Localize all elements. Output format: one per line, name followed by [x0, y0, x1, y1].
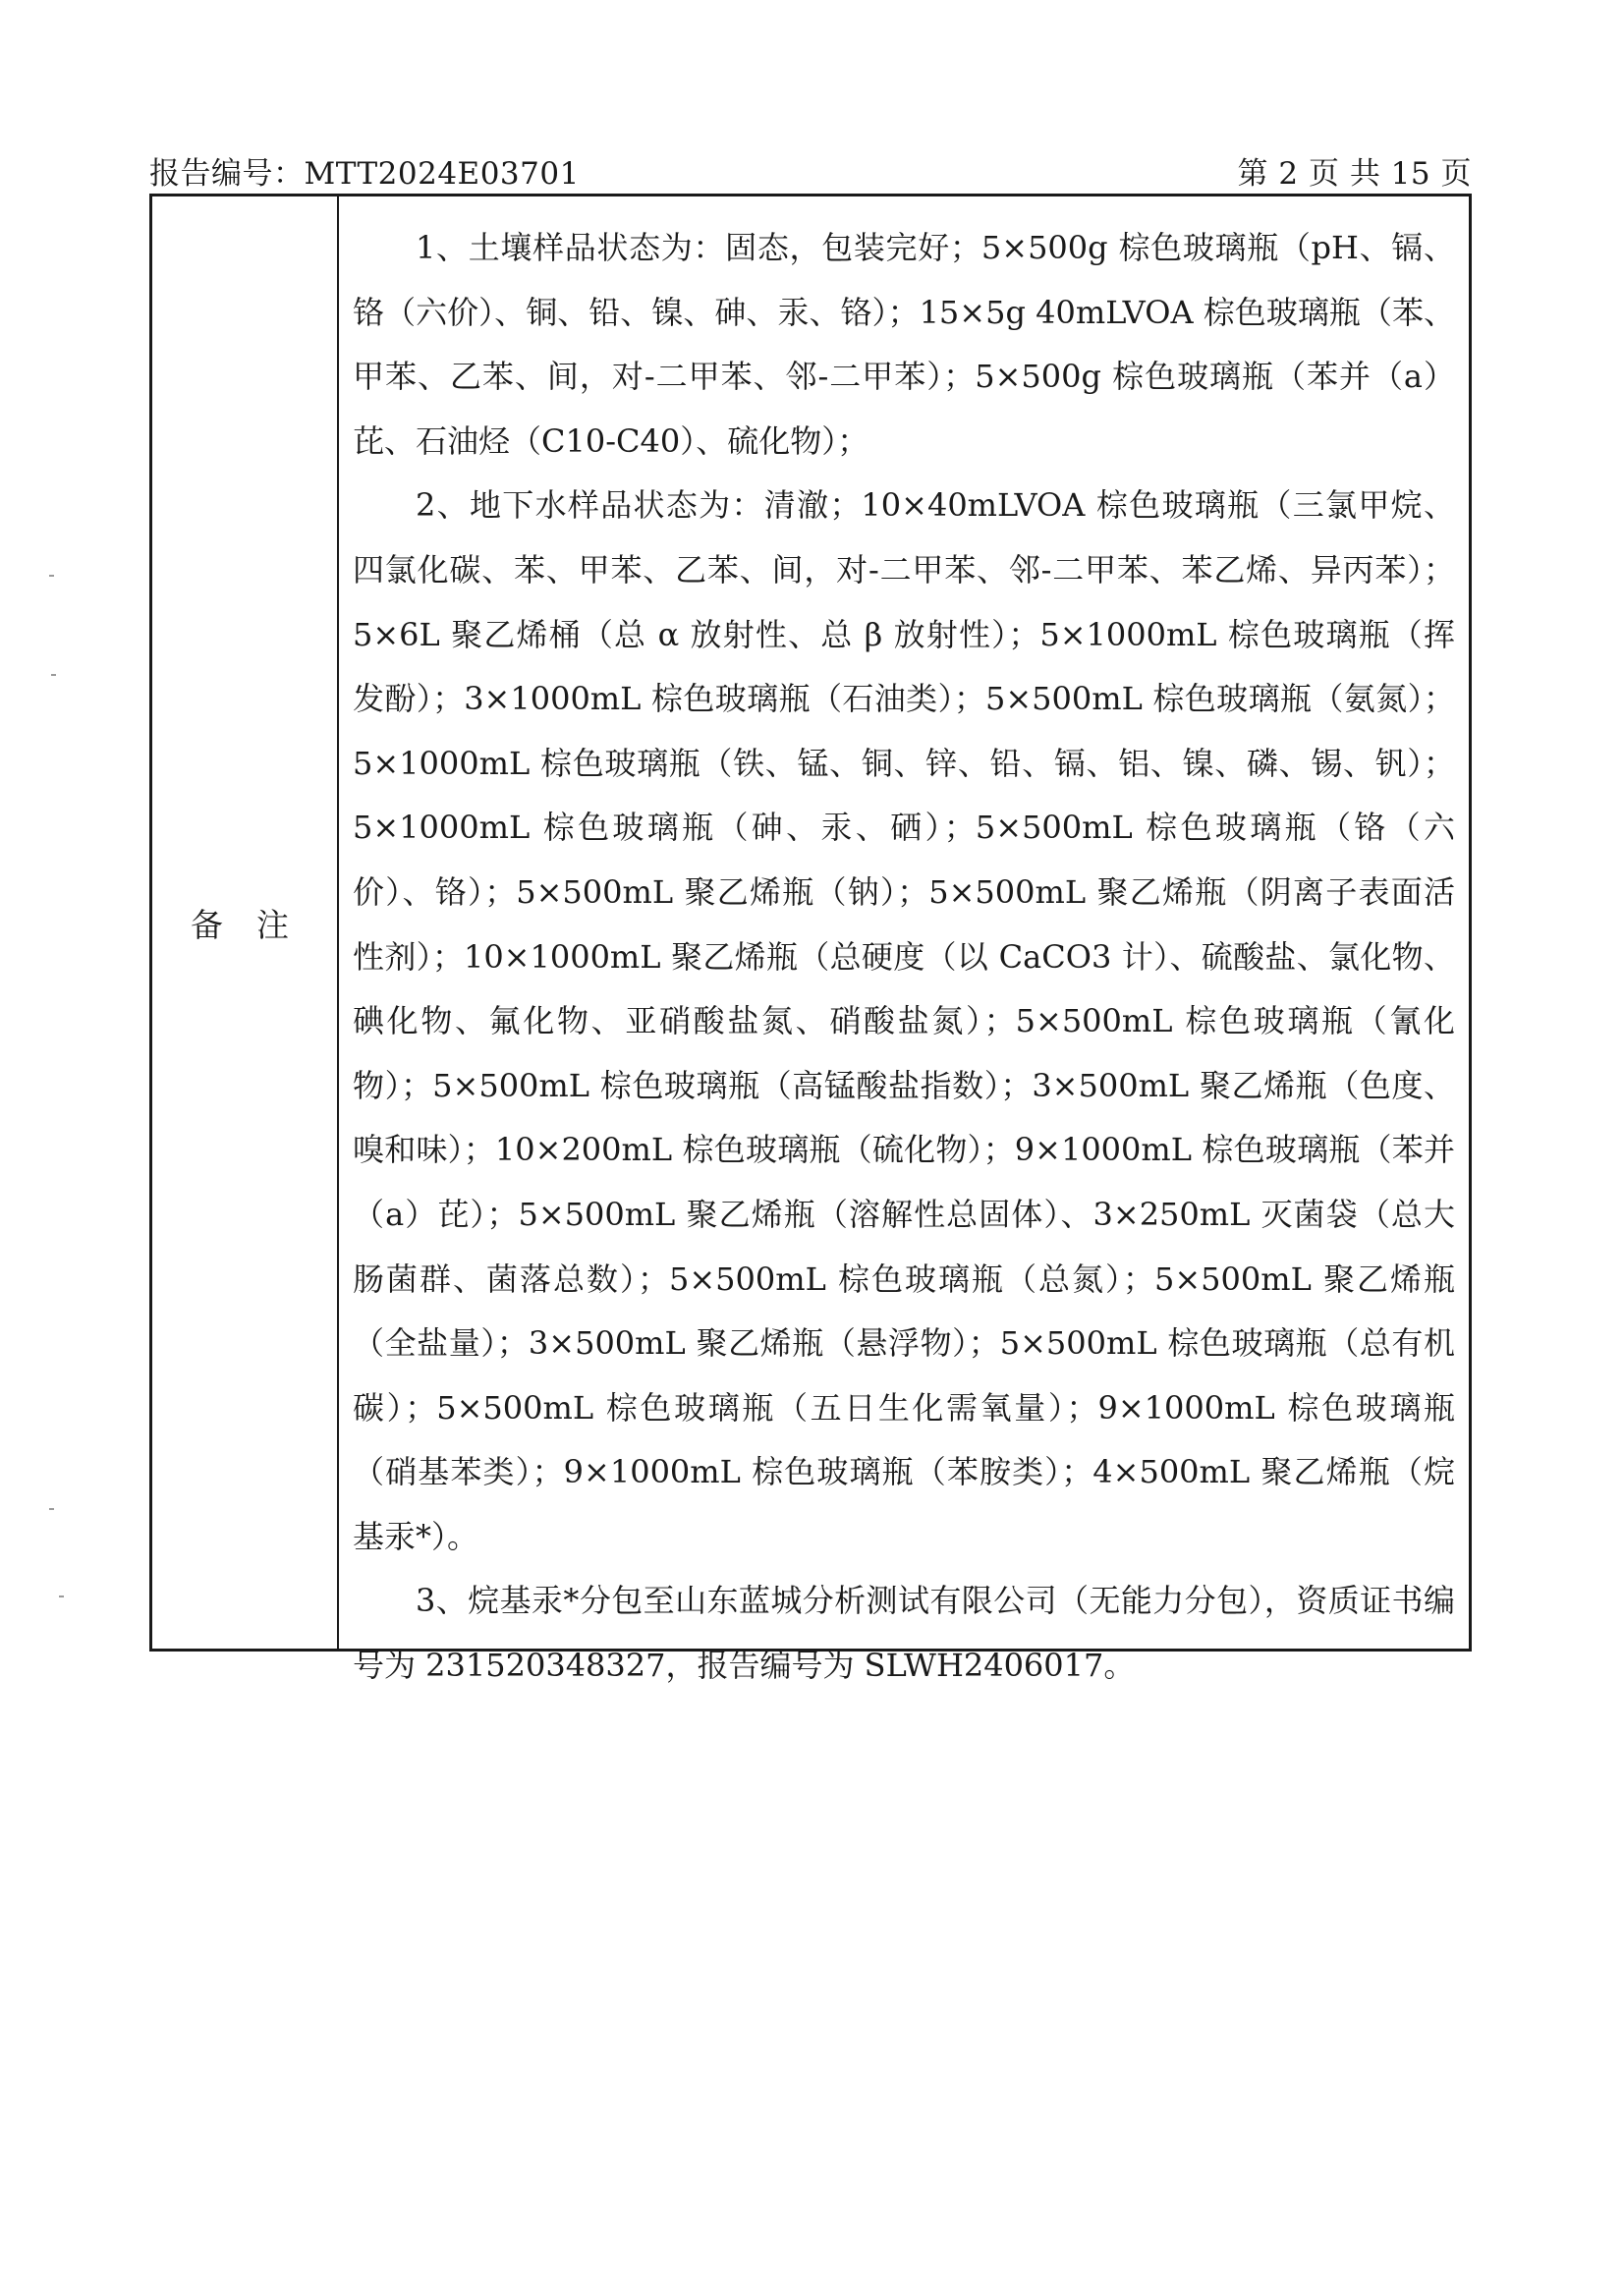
- scan-mark: [59, 1596, 64, 1597]
- remarks-content-cell: [339, 196, 1469, 1685]
- scan-mark: [49, 1508, 54, 1510]
- remarks-label-cell: [152, 196, 339, 1649]
- scan-mark: [49, 575, 54, 577]
- page-header: [149, 153, 1472, 193]
- remarks-table: [149, 194, 1472, 1685]
- page-info: 第 2 页 共 15 页: [1237, 156, 1472, 192]
- scan-mark: [51, 674, 56, 676]
- remark-soil-samples: 1、土壤样品状态为：固态，包装完好；5×500g 棕色玻璃瓶（pH、镉、铬（六价）、铜、铅、镍、砷、汞、铬）；15×5g 40mLVOA 棕色玻璃瓶（苯、甲苯、乙苯、间，对-二甲苯、邻-二甲苯）；5×500g 棕色玻璃瓶（苯并（a）芘、石油烃（C10-C40）、硫化物）；: [353, 229, 1455, 460]
- remarks-label: 备注: [191, 905, 322, 944]
- remark-subcontract: 3、烷基汞*分包至山东蓝城分析测试有限公司（无能力分包），资质证书编号为 231520348327，报告编号为 SLWH2406017。: [353, 1582, 1455, 1685]
- report-number: 报告编号：MTT2024E03701: [149, 156, 580, 192]
- remark-groundwater-samples: 2、地下水样品状态为：清澈；10×40mLVOA 棕色玻璃瓶（三氯甲烷、四氯化碳、苯、甲苯、乙苯、间，对-二甲苯、邻-二甲苯、苯乙烯、异丙苯）；5×6L 聚乙烯桶（总 α 放射性、总 β 放射性）；5×1000mL 棕色玻璃瓶（挥发酚）；3×1000mL 棕色玻璃瓶（石油类）；5×500mL 棕色玻璃瓶（氨氮）；5×1000mL 棕色玻璃瓶（铁、锰、铜、锌、铅、镉、铝、镍、磷、锡、钒）；5×1000mL 棕色玻璃瓶（砷、汞、硒）；5×500mL 棕色玻璃瓶（铬（六价）、铬）；5×500mL 聚乙烯瓶（钠）；5×500mL 聚乙烯瓶（阴离子表面活性剂）；10×1000mL 聚乙烯瓶（总硬度（以 CaCO3 计）、硫酸盐、氯化物、碘化物、氟化物、亚硝酸盐氮、硝酸盐氮）；5×500mL 棕色玻璃瓶（氰化物）；5×500mL 棕色玻璃瓶（高锰酸盐指数）；3×500mL 聚乙烯瓶（色度、嗅和味）；10×200mL 棕色玻璃瓶（硫化物）；9×1000mL 棕色玻璃瓶（苯并（a）芘）；5×500mL 聚乙烯瓶（溶解性总固体）、3×250mL 灭菌袋（总大肠菌群、菌落总数）；5×500mL 棕色玻璃瓶（总氮）；5×500mL 聚乙烯瓶（全盐量）；3×500mL 聚乙烯瓶（悬浮物）；5×500mL 棕色玻璃瓶（总有机碳）；5×500mL 棕色玻璃瓶（五日生化需氧量）；9×1000mL 棕色玻璃瓶（硝基苯类）；9×1000mL 棕色玻璃瓶（苯胺类）；4×500mL 聚乙烯瓶（烷基汞*）。: [353, 486, 1455, 1555]
